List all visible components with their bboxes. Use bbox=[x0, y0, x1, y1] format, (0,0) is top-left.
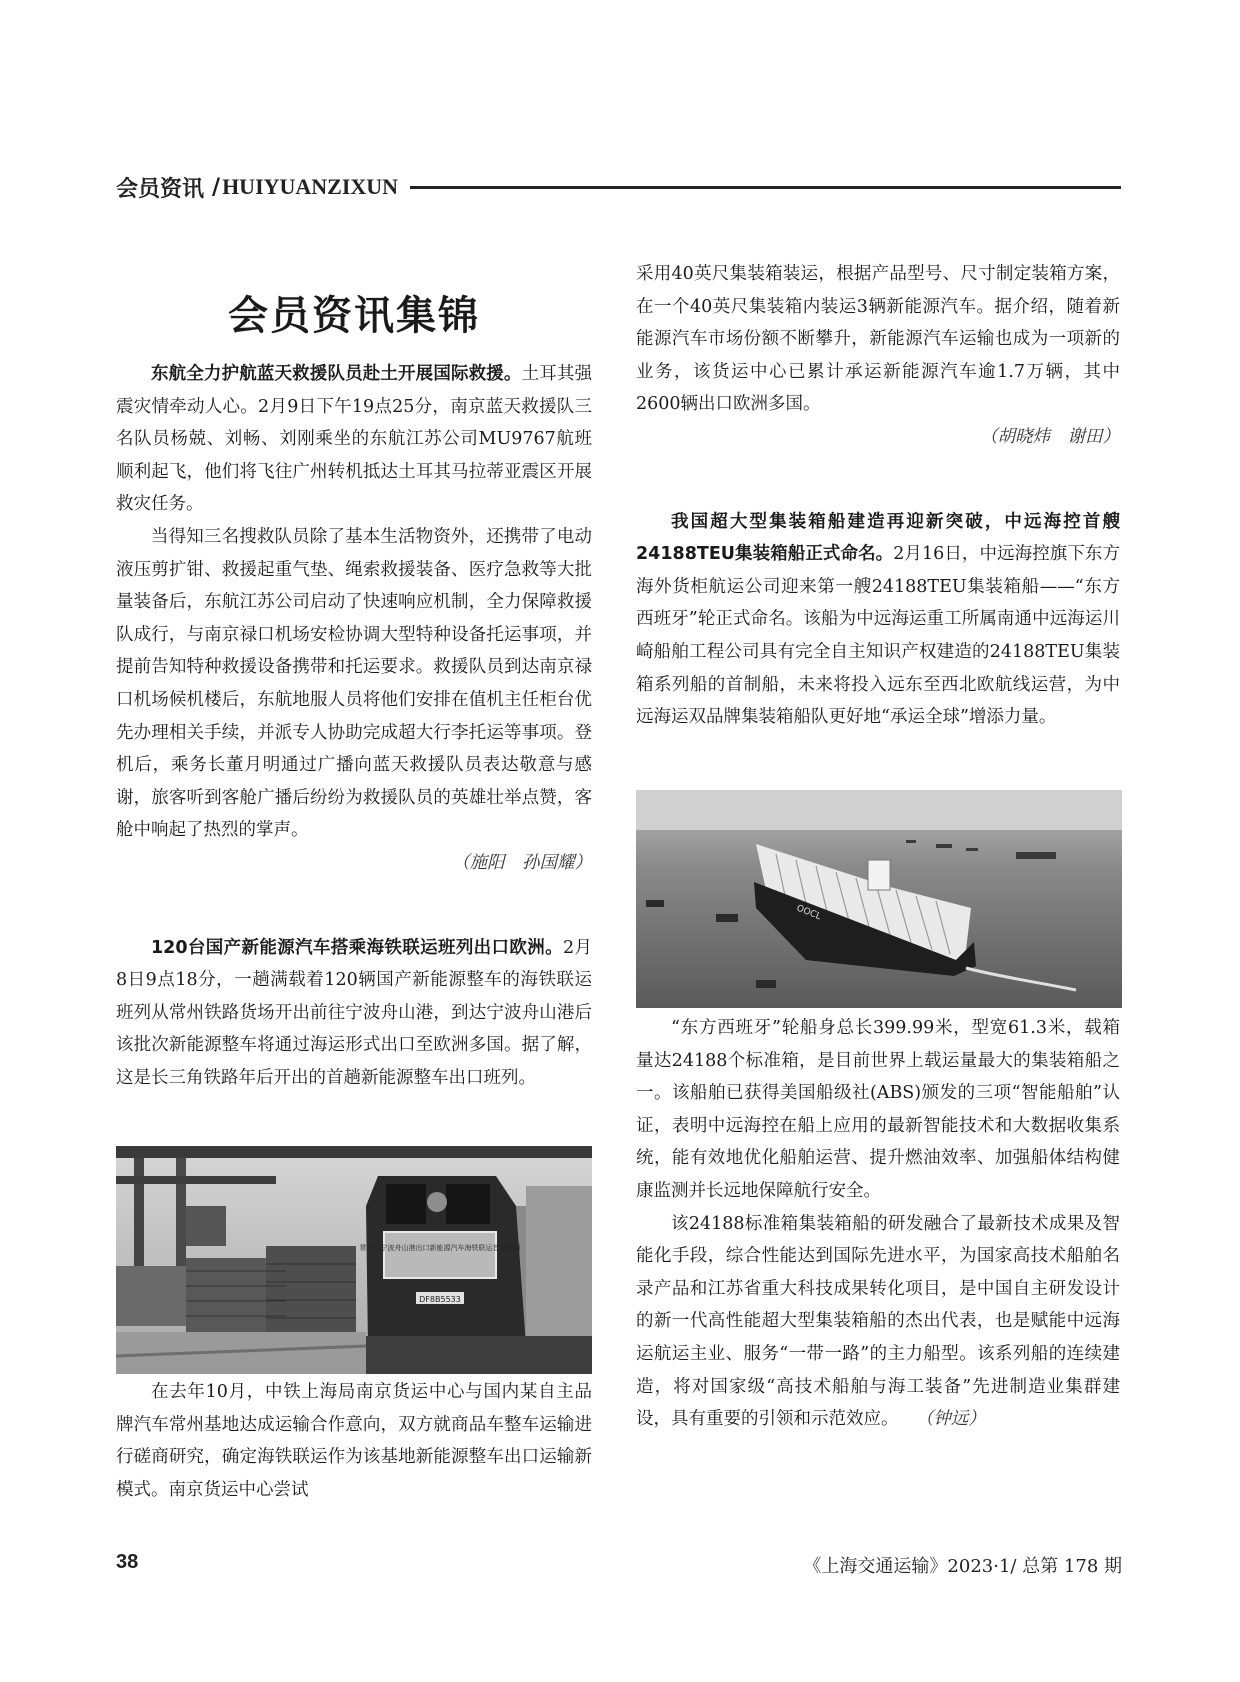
article1-byline: （施阳 孙国耀） bbox=[452, 852, 592, 873]
article1-headline: 东航全力护航蓝天救援队员赴土开展国际救援。 bbox=[151, 364, 522, 384]
train-photo-graphic bbox=[116, 1146, 592, 1374]
page-number: 38 bbox=[116, 1551, 139, 1573]
right-column-bottom bbox=[636, 1012, 1120, 1436]
section-title: 会员资讯 bbox=[116, 176, 205, 202]
article3-first-paragraph bbox=[636, 506, 1120, 734]
ship-hull-text: OOCL bbox=[794, 903, 823, 923]
train-sign-text: 常州—宁波舟山港出口新能源汽车海铁联运首发班列 bbox=[359, 1244, 521, 1252]
article3-text-3: 该24188标准箱集装箱船的研发融合了最新技术成果及智能化手段，综合性能达到国际先进水平，为国家高技术船舶名录产品和江苏省重大科技成果转化项目，是中国自主研发设计的新一代高性能超大型集装箱船的杰出代表，也是赋能中远海运航运主业、服务“一带一路”的主力船型。该系列船的连续建造，将对国家级“高技术船舶与海工装备”先进制造业集群建设，具有重要的引领和示范效应。 bbox=[636, 1213, 1120, 1430]
ship-photo-graphic bbox=[636, 790, 1122, 1008]
section-header bbox=[116, 170, 1121, 204]
right-column bbox=[636, 258, 1120, 734]
article2-first-paragraph bbox=[116, 932, 592, 1095]
ship-photo bbox=[636, 790, 1122, 1008]
article3-paragraph-3 bbox=[636, 1208, 1120, 1436]
left-column-bottom bbox=[116, 1376, 592, 1506]
article3-paragraph-2: “东方西班牙”轮船身总长399.99米，型宽61.3米，载箱量达24188个标准箱，是目前世界上载运量最大的集装箱船之一。该船舶已获得美国船级社(ABS)颁发的三项“智能船舶”认证，表明中远海控在船上应用的最新智能技术和大数据收集系统，能有效地优化船舶运营、提升燃油效率、加强船体结构健康监测并长远地保障航行安全。 bbox=[636, 1018, 1120, 1201]
article1-first-paragraph bbox=[116, 358, 592, 521]
article2-text-1: 2月8日9点18分，一趟满载着120辆国产新能源整车的海铁联运班列从常州铁路货场开出前往宁波舟山港，到达宁波舟山港后该批次新能源整车将通过海运形式出口至欧洲多国。据了解，这是长三角铁路年后开出的首趟新能源整车出口班列。 bbox=[116, 937, 592, 1088]
article-gap bbox=[636, 454, 1120, 506]
section-title-pinyin: HUIYUANZIXUN bbox=[222, 174, 399, 199]
locomotive-number: DF8B5533 bbox=[419, 1295, 461, 1304]
article1-paragraph-2: 当得知三名搜救队员除了基本生活物资外，还携带了电动液压剪扩钳、救援起重气垫、绳索救援装备、医疗急救等大批量装备后，东航江苏公司启动了快速响应机制，全力保障救援队成行，与南京禄口机场安检协调大型特种设备托运事项，并提前告知特种救援设备携带和托运要求。救援队员到达南京禄口机场候机楼后，东航地服人员将他们安排在值机主任柜台优先办理相关手续，并派专人协助完成超大行李托运等事项。登机后，乘务长董月明通过广播向蓝天救援队员表达敬意与感谢，旅客听到客舱广播后纷纷为救援队员的英雄壮举点赞，客舱中响起了热烈的掌声。 bbox=[116, 526, 592, 841]
article3-byline: （钟远） bbox=[924, 1409, 986, 1430]
article2-paragraph-2: 在去年10月，中铁上海局南京货运中心与国内某自主品牌汽车常州基地达成运输合作意向，双方就商品车整车运输进行磋商研究，确定海铁联运作为该基地新能源整车出口运输新模式。南京货运中心尝试 bbox=[116, 1382, 592, 1500]
section-separator: / bbox=[212, 174, 221, 200]
train-photo bbox=[116, 1146, 592, 1374]
article-gap bbox=[116, 880, 592, 932]
article2-headline: 120台国产新能源汽车搭乘海铁联运班列出口欧洲。 bbox=[151, 937, 563, 958]
article3-text-1: 2月16日，中远海控旗下东方海外货柜航运公司迎来第一艘24188TEU集装箱船——“东方西班牙”轮正式命名。该船为中远海运重工所属南通中远海运川崎船舶工程公司具有完全自主知识产权建造的24188TEU集装箱系列船的首制船，未来将投入远东至西北欧航线运营，为中远海运双品牌集装箱船队更好地“承运全球”增添力量。 bbox=[636, 544, 1120, 728]
article1-text-1: 土耳其强震灾情牵动人心。2月9日下午19点25分，南京蓝天救援队三名队员杨兢、刘畅、刘刚乘坐的东航江苏公司MU9767航班顺利起飞，他们将飞往广州转机抵达土耳其马拉蒂亚震区开展救灾任务。 bbox=[116, 364, 592, 515]
page-title: 会员资讯集锦 bbox=[228, 293, 480, 339]
left-column bbox=[116, 358, 592, 1094]
journal-reference: 《上海交通运输》2023·1/ 总第 178 期 bbox=[803, 1556, 1122, 1577]
header-rule bbox=[410, 186, 1121, 189]
article2-byline: （胡晓炜 谢田） bbox=[980, 426, 1120, 447]
article3-headline: 我国超大型集装箱船建造再迎新突破，中远海控首艘24188TEU集装箱船正式命名。 bbox=[636, 511, 1120, 565]
article2-paragraph-2-continued: 采用40英尺集装箱装运，根据产品型号、尺寸制定装箱方案，在一个40英尺集装箱内装运3辆新能源汽车。据介绍，随着新能源汽车市场份额不断攀升，新能源汽车运输也成为一项新的业务，该货运中心已累计承运新能源汽车逾1.7万辆，其中2600辆出口欧洲多国。 bbox=[636, 264, 1120, 415]
